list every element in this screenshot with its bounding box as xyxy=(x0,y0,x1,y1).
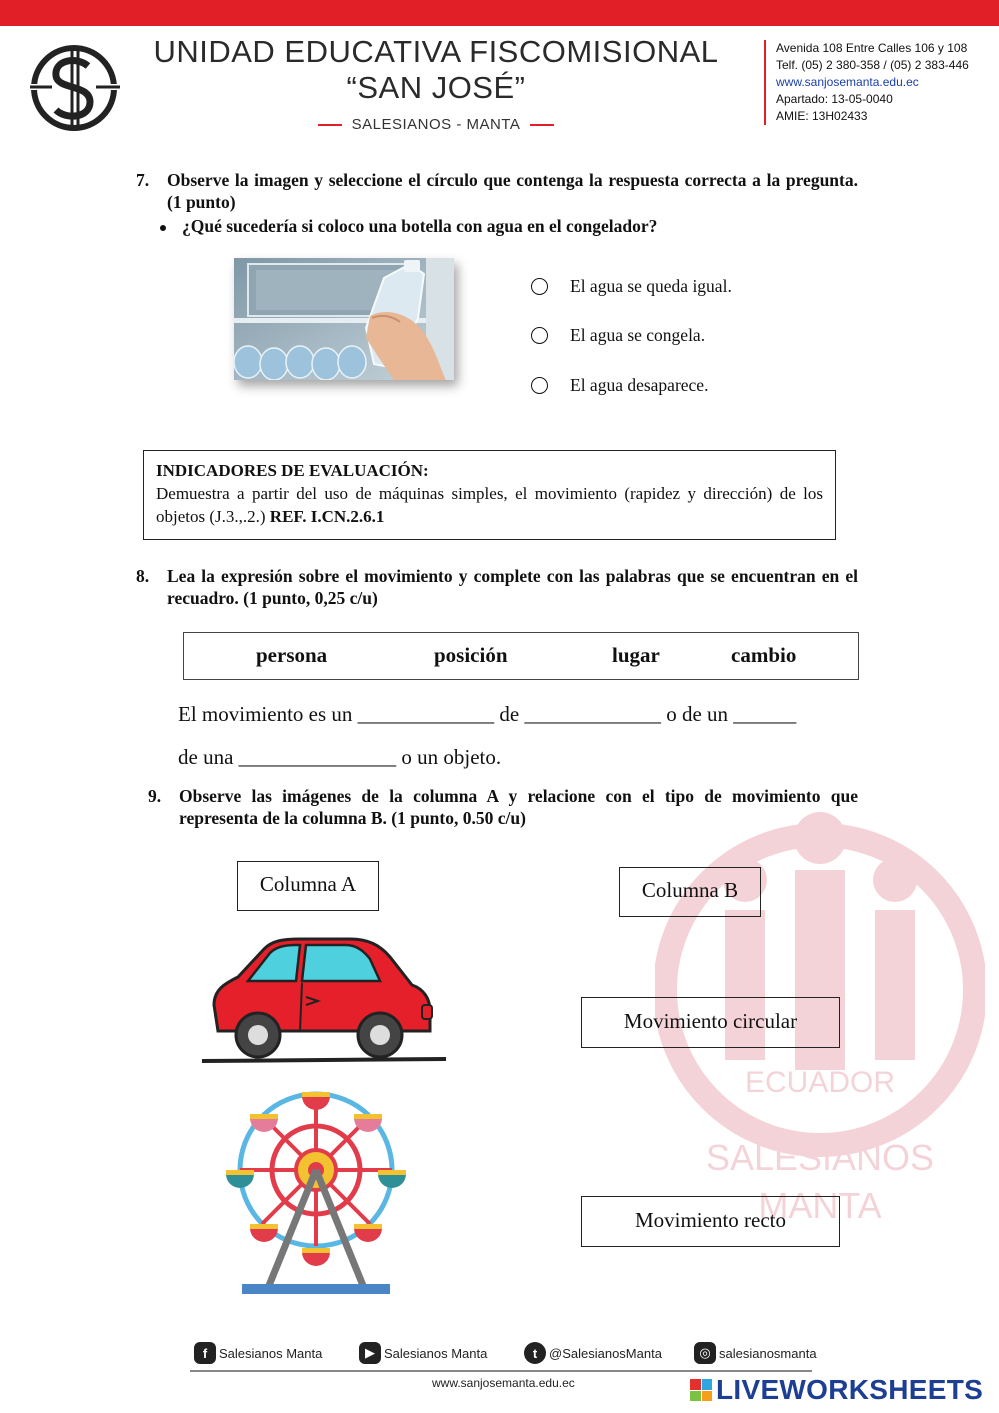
option-movimiento-circular[interactable]: Movimiento circular xyxy=(581,997,840,1048)
word-bank-item[interactable]: lugar xyxy=(612,643,660,667)
school-name-line1: UNIDAD EDUCATIVA FISCOMISIONAL xyxy=(153,34,719,69)
liveworksheets-logo[interactable] xyxy=(690,1374,983,1406)
liveworksheets-icon xyxy=(690,1379,712,1401)
indicators-text: Demuestra a partir del uso de máquinas simples, el movimiento (rapidez y dirección) de los objetos (J.3.,.2.) xyxy=(156,484,823,526)
youtube-label: Salesianos Manta xyxy=(384,1345,488,1361)
question-text: Observe la imagen y seleccione el círculo que contenga la respuesta correcta a la pregunta. (1 punto) xyxy=(167,170,858,212)
radio-circle-icon[interactable] xyxy=(531,278,548,295)
option-label: El agua desaparece. xyxy=(570,375,709,395)
contact-info xyxy=(764,40,969,125)
car-image[interactable] xyxy=(200,935,448,1065)
contact-website-link[interactable]: www.sanjosemanta.edu.ec xyxy=(776,75,919,89)
column-a-label: Columna A xyxy=(237,861,379,911)
youtube-icon: ▶ xyxy=(359,1342,381,1364)
prompt-text: ¿Qué sucedería si coloco una botella con agua en el congelador? xyxy=(182,216,658,236)
footer-facebook[interactable] xyxy=(194,1342,322,1364)
question-7 xyxy=(136,169,858,213)
watermark-text-ecuador: ECUADOR xyxy=(744,1066,896,1099)
word-bank-item[interactable]: cambio xyxy=(731,643,797,667)
contact-address: Avenida 108 Entre Calles 106 y 108 xyxy=(776,41,968,55)
option-radio-1[interactable] xyxy=(531,276,732,297)
subtitle-text: SALESIANOS - MANTA xyxy=(351,116,521,133)
fill-blank-line-2[interactable]: de una _______________ o un objeto. xyxy=(178,745,502,769)
liveworksheets-label: LIVEWORKSHEETS xyxy=(716,1374,984,1405)
top-accent-bar xyxy=(0,0,999,26)
question-8 xyxy=(136,565,858,609)
question-number: 7. xyxy=(136,170,150,190)
question-number: 8. xyxy=(136,566,150,586)
option-label: El agua se congela. xyxy=(570,325,706,345)
contact-apartado: Apartado: 13-05-0040 xyxy=(776,92,893,106)
contact-phone: Telf. (05) 2 380-358 / (05) 2 383-446 xyxy=(776,58,969,72)
footer-twitter[interactable] xyxy=(524,1342,662,1364)
word-bank-item[interactable]: posición xyxy=(434,643,508,667)
question-7-prompt xyxy=(160,216,657,237)
indicators-title: INDICADORES DE EVALUACIÓN: xyxy=(156,461,429,480)
divider xyxy=(530,124,554,126)
bullet-icon xyxy=(160,225,166,231)
word-bank-box xyxy=(183,632,859,680)
footer-youtube[interactable] xyxy=(359,1342,487,1364)
column-b-label: Columna B xyxy=(619,867,761,917)
school-subtitle xyxy=(136,116,736,133)
facebook-label: Salesianos Manta xyxy=(219,1345,323,1361)
fill-blank-line-1[interactable]: El movimiento es un _____________ de _____________ o de un ______ xyxy=(178,702,797,726)
question-text: Lea la expresión sobre el movimiento y complete con las palabras que se encuentran en el recuadro. (1 punto, 0,25 c/u) xyxy=(167,566,858,608)
indicators-body xyxy=(156,482,823,528)
question-text: Observe las imágenes de la columna A y relacione con el tipo de movimiento que representa de la columna B. (1 punto, 0.50 c/u) xyxy=(179,786,858,828)
ferris-wheel-image[interactable] xyxy=(212,1082,420,1298)
word-bank-item[interactable]: persona xyxy=(256,643,328,667)
footer-instagram[interactable] xyxy=(694,1342,817,1364)
option-label: El agua se queda igual. xyxy=(570,276,732,296)
watermark-text-manta: MANTA xyxy=(758,1185,882,1226)
freezer-bottle-photo xyxy=(234,258,454,380)
twitter-icon: t xyxy=(524,1342,546,1364)
facebook-icon: f xyxy=(194,1342,216,1364)
instagram-icon: ◎ xyxy=(694,1342,716,1364)
school-name xyxy=(136,34,736,106)
school-name-line2: “SAN JOSÉ” xyxy=(346,70,526,105)
twitter-label: @SalesianosManta xyxy=(549,1345,662,1361)
contact-amie: AMIE: 13H02433 xyxy=(776,109,868,123)
question-number: 9. xyxy=(148,786,162,806)
radio-circle-icon[interactable] xyxy=(531,327,548,344)
evaluation-indicators-box xyxy=(143,450,836,540)
radio-circle-icon[interactable] xyxy=(531,377,548,394)
option-radio-2[interactable] xyxy=(531,325,705,346)
option-radio-3[interactable] xyxy=(531,375,708,396)
indicators-ref: REF. I.CN.2.6.1 xyxy=(269,507,385,526)
school-logo-icon xyxy=(26,40,122,136)
footer-divider xyxy=(190,1370,812,1372)
option-movimiento-recto[interactable]: Movimiento recto xyxy=(581,1196,840,1247)
divider xyxy=(318,124,342,126)
watermark-text-salesianos: SALESIANOS xyxy=(705,1137,935,1178)
footer-website-link[interactable]: www.sanjosemanta.edu.ec xyxy=(432,1376,575,1390)
instagram-label: salesianosmanta xyxy=(719,1345,817,1361)
